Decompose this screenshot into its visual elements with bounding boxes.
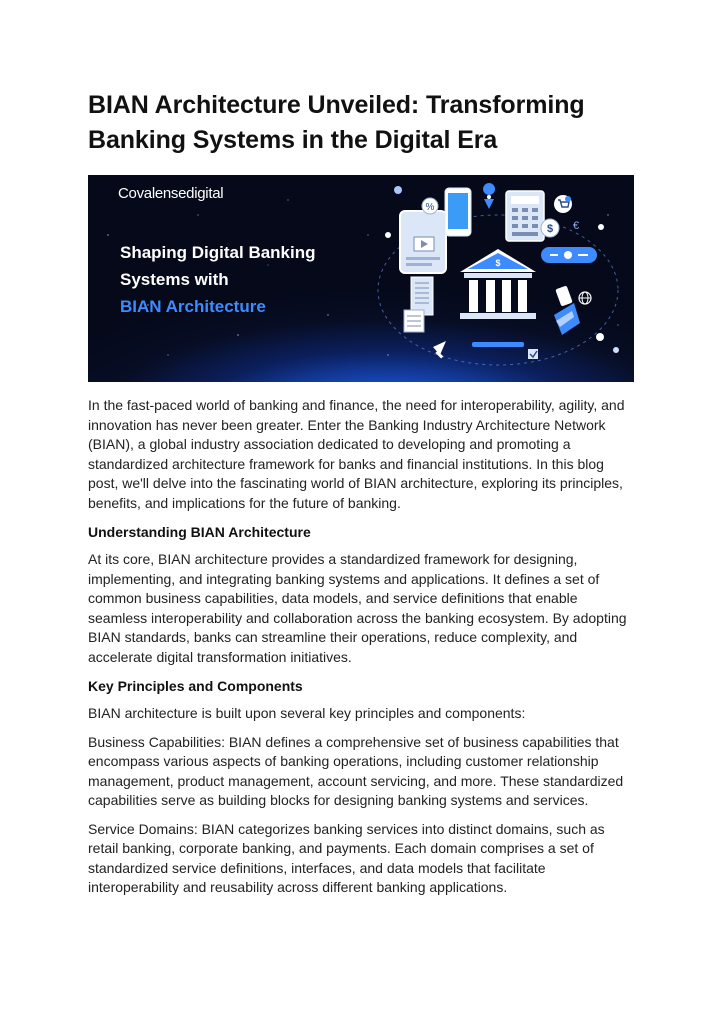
article (88, 88, 636, 898)
euro-symbol: € (573, 220, 580, 232)
tablet-icon (400, 211, 446, 273)
article-title: BIAN Architecture Unveiled: Transforming Banking Systems in the Digital Era (88, 91, 585, 154)
calculator-icon (506, 191, 544, 241)
intro-paragraph: In the fast-paced world of banking and finance, the need for interoperability, agility, and innovation has never been greater. Enter the Banking Industry Architecture Network (BIAN), a global industry association dedicated to developing and promoting a standardized architecture framework for banks and financial institutions. In this blog post, we'll delve into the fascinating world of BIAN architecture, exploring its principles, benefits, and implications for the future of banking. (88, 397, 625, 511)
bank-building-icon (460, 249, 536, 319)
svg-text:$: $ (495, 258, 501, 268)
shopping-cart-icon (554, 195, 572, 213)
dot-decoration (385, 232, 391, 238)
brand-logo: Covalensedigital (118, 185, 224, 202)
progress-bar-decoration (472, 342, 524, 347)
svg-text:$: $ (546, 223, 554, 235)
payment-slider-icon (541, 247, 597, 263)
cursor-arrow-icon (433, 341, 446, 359)
section-paragraph: At its core, BIAN architecture provides a standardized framework for designing, implementing, and integrating banking systems and applications. It defines a set of common business capabilities, data models, and service definitions that enable seamless interoperability and collaboration across the banking ecosystem. By adopting BIAN standards, banks can streamline their operations, reduce complexity, and accelerate digital transformation initiatives. (88, 551, 627, 665)
section-heading: Understanding BIAN Architecture (88, 524, 311, 540)
smartphone-icon (445, 188, 471, 236)
section-heading: Key Principles and Components (88, 678, 303, 694)
dollar-coin-icon (541, 219, 559, 237)
headline-line-1: Shaping Digital Banking (120, 243, 316, 262)
hand-card-icon (554, 285, 580, 335)
percent-badge-icon (422, 198, 438, 214)
section-paragraph: Business Capabilities: BIAN defines a comprehensive set of business capabilities that encompass various aspects of banking operations, including customer relationship management, product management, account servicing, and more. These standardized capabilities serve as building blocks for designing banking systems and services. (88, 733, 624, 808)
receipt-icon (404, 277, 433, 332)
hero-banner-image (88, 175, 634, 382)
location-pin-icon (483, 183, 495, 209)
section-paragraph: Service Domains: BIAN categorizes banking services into distinct domains, such as retail banking, corporate banking, and payments. Each domain comprises a set of standardized service definitions, interfaces, and data models that facilitate interoperability and reusability across different banking applications. (88, 820, 605, 895)
section-paragraph: BIAN architecture is built upon several key principles and components: (88, 705, 526, 721)
dot-decoration (613, 347, 619, 353)
svg-text:%: % (425, 202, 435, 213)
checkbox-icon (528, 349, 538, 359)
dot-decoration (598, 224, 604, 230)
globe-icon (579, 292, 591, 304)
hero-headline (120, 239, 316, 320)
dot-decoration (394, 186, 402, 194)
headline-line-2: Systems with (120, 270, 229, 289)
headline-accent: BIAN Architecture (120, 297, 266, 316)
dot-decoration (596, 333, 604, 341)
